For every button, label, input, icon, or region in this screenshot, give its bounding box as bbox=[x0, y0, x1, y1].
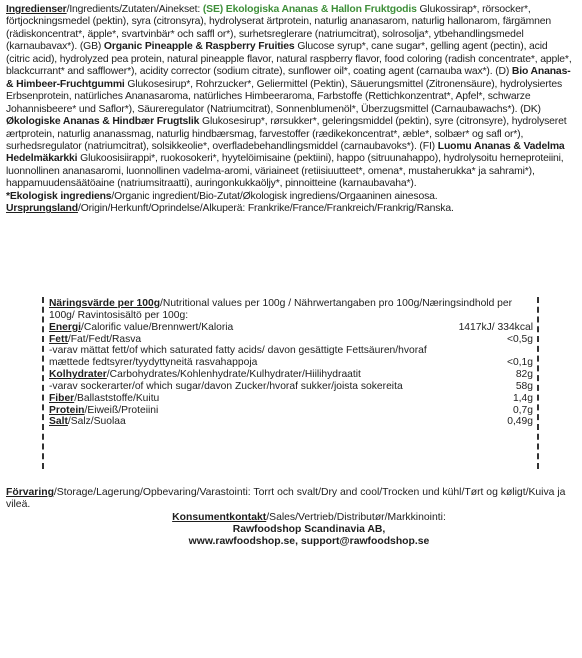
nutrition-row-carbohydrates bbox=[49, 369, 533, 381]
saturated-fat-value: <0,1g bbox=[506, 357, 533, 369]
dk-product-name: Økologiske Ananas & Hindbær Frugtslik bbox=[6, 116, 200, 128]
de-product-name: Bio Ananas- & Himbeer-Fruchtgummi bbox=[6, 66, 571, 90]
sugar-value: 58g bbox=[515, 380, 533, 392]
fi-product-name: Luomu Ananas & Vadelma Hedelmäkarkki bbox=[6, 140, 565, 165]
ingredients-paragraph bbox=[6, 4, 572, 191]
storage-label: Förvaring bbox=[6, 487, 54, 498]
ingredients-heading: Ingredienser bbox=[6, 4, 67, 15]
storage-text: /Storage/Lagerung/Opbevaring/Varastointi: Torrt och svalt/Dry and cool/Trocken und kühl/Tørt og køligt/Kuiva ja vileä. bbox=[6, 487, 566, 511]
nutrition-row-protein bbox=[49, 405, 533, 417]
energy-label: Energi bbox=[49, 321, 82, 333]
gb-ingredients: Glucose syrup*, cane sugar*, gelling agent (pectin), acid (citric acid), hydrolyzed pea protein, natural pineapple flavor, natural raspberry flavor, food coloring (radish concentrate*, apple*, blackcurrant* and safflower*), acidity corrector (sodium citrate), sunflower oil*, coating agent (carnauba wax*). (D) bbox=[6, 41, 572, 78]
contact-heading bbox=[46, 512, 572, 524]
nutrition-row-sugar bbox=[49, 381, 533, 393]
fi-ingredients: Glukoosisiirappi*, ruokosokeri*, hyytelöimisaine (pektiini), happo (sitruunahappo), hydrolysoitu herneproteiini, luonnollinen ananasaromi, luonnollinen vadelma-aromi, väriaineet (retiisiuutteet*, omena*, mustaherukka* ja sahrami*), happamuudensäätöaine (natriumsitraatti), auringonkukkaöljy*, pinnoitteine (karnaubavaha*). bbox=[6, 153, 564, 190]
protein-label-languages: /Eiweiß/Proteiini bbox=[84, 404, 159, 416]
energy-value: 1417kJ/ 334kcal bbox=[458, 321, 533, 333]
carbohydrates-value: 82g bbox=[515, 369, 533, 381]
fat-label-languages: /Fat/Fedt/Rasva bbox=[67, 333, 142, 345]
fiber-label-languages: /Ballaststoffe/Kuitu bbox=[74, 392, 160, 404]
nutrition-header-languages: /Nutritional values per 100g / Nährwertangaben pro 100g/Næringsindhold per 100g/ Ravintosisältö per 100g: bbox=[49, 298, 513, 321]
de-ingredients: Glukosesirup*, Rohrzucker*, Geliermittel (Pektin), Säuerungsmittel (Zitronensäure), hydrolysiertes Erbsenprotein, natürliches Ananasaroma, natürliches Himbeeraroma, Farbstoffe (Rettichkonzentrat*, Apfel*, schwarze Johannisbeere* und Saflor*), Säureregulator (Natriumcitrat), Sonnenblumenöl*, Überzugsmittel (Carnaubawachs*). (DK) bbox=[6, 78, 562, 115]
contact-label: Konsumentkontakt bbox=[172, 511, 267, 523]
protein-label: Protein bbox=[49, 404, 85, 416]
sugar-label: -varav sockerarter/of which sugar/davon Zucker/hvoraf sukker/joista sokereita bbox=[49, 380, 403, 392]
salt-label-languages: /Salz/Suolaa bbox=[67, 416, 126, 428]
energy-label-languages: /Calorific value/Brennwert/Kaloria bbox=[81, 321, 234, 333]
eco-note bbox=[6, 191, 572, 203]
contact-company: Rawfoodshop Scandinavia AB, bbox=[232, 523, 386, 535]
eco-text: /Organic ingredient/Bio-Zutat/Økologisk ingrediens/Orgaaninen ainesosa. bbox=[111, 190, 438, 202]
carbohydrates-label: Kolhydrater bbox=[49, 369, 107, 381]
nutrition-row-fiber bbox=[49, 393, 533, 405]
nutrition-table bbox=[42, 297, 539, 469]
carbohydrates-label-languages: /Carbohydrates/Kohlenhydrate/Kulhydrater/Hiilihydraatit bbox=[106, 369, 361, 381]
nutrition-row-saturated-fat bbox=[49, 345, 533, 369]
salt-value: 0,49g bbox=[507, 416, 533, 428]
contact-web: www.rawfoodshop.se, support@rawfoodshop.se bbox=[188, 536, 430, 548]
dk-ingredients: Glukosesirup*, rørsukker*, geleringsmiddel (pektin), syre (citronsyre), hydrolyseret ærtprotein, naturlig ananassmag, naturlig hindbærsmag, farvestoffer (rædikekoncentrat*, æble*, solbær* og safl or*), surhedsregulator (natriumcitrat), solsikkeolie*, overfladebehandlingsmiddel (carnaubavoks*). (FI) bbox=[6, 116, 567, 152]
salt-label: Salt bbox=[49, 416, 68, 428]
eco-label: *Ekologisk ingrediens bbox=[6, 190, 112, 202]
saturated-fat-label: -varav mättat fett/of which saturated fatty acids/ davon gesättigte Fettsäuren/hvoraf mættede fedtsyrer/tyydyttyneitä rasvahappoja bbox=[49, 345, 427, 369]
nutrition-header bbox=[49, 298, 533, 322]
nutrition-header-title: Näringsvärde per 100g bbox=[49, 298, 161, 309]
origin-label: Ursprungsland bbox=[6, 203, 78, 215]
fat-value: <0,5g bbox=[506, 333, 533, 345]
origin-text: /Origin/Herkunft/Oprindelse/Alkuperä: Frankrike/France/Frankreich/Frankrig/Ranska. bbox=[77, 203, 454, 215]
fiber-value: 1,4g bbox=[512, 392, 533, 404]
ingredients-heading-languages: /Ingredients/Zutaten/Ainekset: bbox=[66, 4, 201, 15]
protein-value: 0,7g bbox=[512, 404, 533, 416]
se-product-name: (SE) Ekologiska Ananas & Hallon Fruktgodis bbox=[202, 4, 417, 15]
gb-product-name: Organic Pineapple & Raspberry Fruities bbox=[103, 41, 295, 53]
fat-label: Fett bbox=[49, 333, 68, 345]
nutrition-row-fat bbox=[49, 334, 533, 346]
nutrition-row-salt bbox=[49, 416, 533, 428]
ingredients-block bbox=[6, 4, 572, 216]
storage-note bbox=[6, 487, 572, 512]
nutrition-row-energy bbox=[49, 322, 533, 334]
footer-block bbox=[6, 487, 572, 548]
contact-label-languages: /Sales/Vertrieb/Distributør/Markkinointi: bbox=[266, 511, 446, 523]
fiber-label: Fiber bbox=[49, 392, 75, 404]
se-ingredients: Glukossirap*, rörsocker*, förtjockningsmedel (pektin), syra (citronsyra), hydrolyserat ärtprotein, naturlig ananasarom, naturlig hallonarom, färgämnen (rädiskoncentrat*, äpple*, svartvinbär* och saffl or*), surhetsreglerare (natriumcitrat), solrosolja*, ytbehandlingsmedel (karnaubavax*). (GB) bbox=[6, 4, 552, 53]
origin-note bbox=[6, 203, 572, 215]
